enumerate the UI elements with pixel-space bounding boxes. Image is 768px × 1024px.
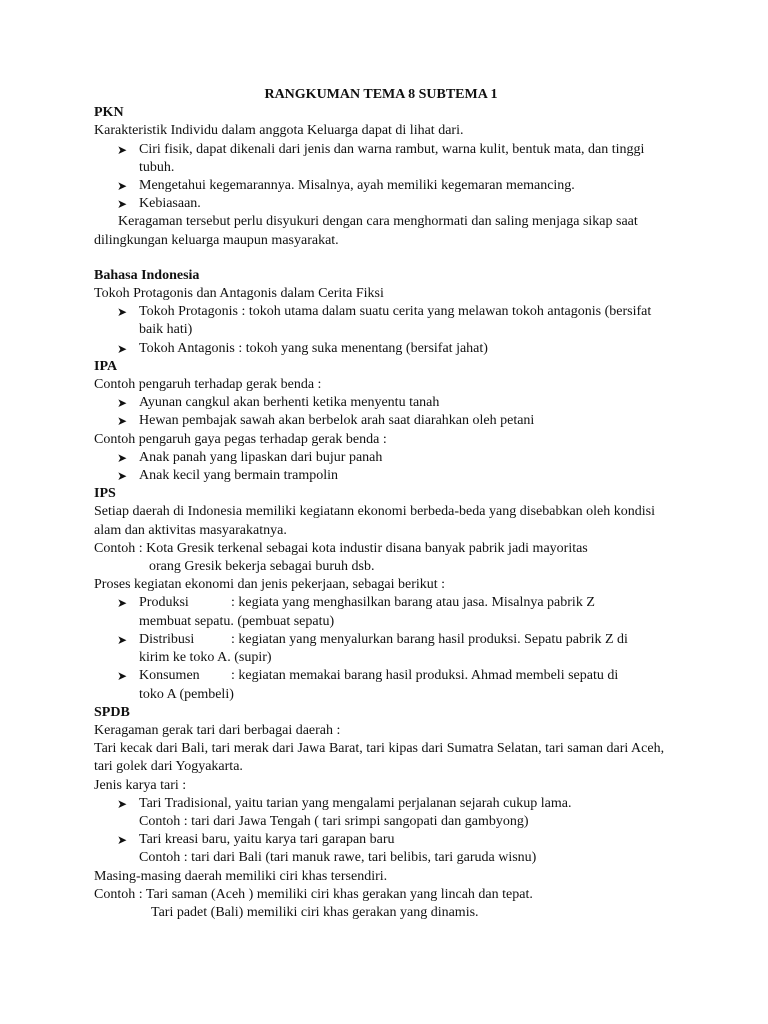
arrowhead-bullet-icon: ➤ [117,179,128,194]
section-gap [94,250,668,267]
activity-term: Konsumen [139,668,200,684]
activity-description: : kegiatan yang menyalurkan barang hasil produksi. Sepatu pabrik Z di [231,631,628,647]
list-item [94,141,668,177]
list-item-text: Anak kecil yang bermain trampolin [139,468,339,484]
ips-example-line-2: orang Gresik bekerja sebagai buruh dsb. [149,559,375,575]
arrowhead-bullet-icon: ➤ [117,414,128,429]
list-item [94,831,668,867]
list-item-text: Kebiasaan. [139,196,201,212]
list-item-text: Tari kreasi baru, yaitu karya tari garapan baru [139,832,395,848]
ipa-heading: IPA [94,358,118,374]
activity-description-cont: membuat sepatu. (pembuat sepatu) [139,613,335,629]
bahasa-intro: Tokoh Protagonis dan Antagonis dalam Cerita Fiksi [94,286,384,302]
list-item [94,412,668,430]
arrowhead-bullet-icon: ➤ [117,450,128,465]
bahasa-heading: Bahasa Indonesia [94,267,200,283]
ipa-intro-2: Contoh pengaruh gaya pegas terhadap gerak benda : [94,431,387,447]
document-title: RANGKUMAN TEMA 8 SUBTEMA 1 [264,87,498,102]
list-item [94,177,668,195]
list-item-text: Ciri fisik, dapat dikenali dari jenis dan warna rambut, warna kulit, bentuk mata, dan tinggi tubuh. [139,141,645,175]
list-item-text: Mengetahui kegemarannya. Misalnya, ayah memiliki kegemaran memancing. [139,178,575,194]
list-item [94,795,668,831]
activity-description-cont: toko A (pembeli) [139,686,234,702]
arrowhead-bullet-icon: ➤ [117,596,128,611]
spdb-example-line-1: Contoh : Tari saman (Aceh ) memiliki ciri khas gerakan yang lincah dan tepat. [94,886,533,902]
ips-intro: Proses kegiatan ekonomi dan jenis pekerjaan, sebagai berikut : [94,577,446,593]
list-item-subtext: Contoh : tari dari Bali (tari manuk rawe, tari belibis, tari garuda wisnu) [139,850,537,866]
ips-paragraph: Setiap daerah di Indonesia memiliki kegiatann ekonomi berbeda-beda yang disebabkan oleh kondisi alam dan aktivitas masyarakatnya. [94,504,655,538]
list-item [94,667,668,703]
pkn-closing: Keragaman tersebut perlu disyukuri dengan cara menghormati dan saling menjaga sikap saat dilingkungan keluarga maupun masyarakat. [94,214,638,248]
activity-term: Produksi [139,595,189,611]
spdb-masing: Masing-masing daerah memiliki ciri khas tersendiri. [94,868,388,884]
list-item-text: Tokoh Protagonis : tokoh utama dalam suatu cerita yang melawan tokoh antagonis (bersifat baik hati) [139,304,652,338]
activity-description: : kegiatan memakai barang hasil produksi. Ahmad membeli sepatu di [231,668,619,684]
list-item [94,467,668,485]
list-item-subtext: Contoh : tari dari Jawa Tengah ( tari srimpi sangopati dan gambyong) [139,813,529,829]
list-item [94,449,668,467]
arrowhead-bullet-icon: ➤ [117,197,128,212]
list-item [94,195,668,213]
ips-example-line-1: Contoh : Kota Gresik terkenal sebagai kota industir disana banyak pabrik jadi mayoritas [94,540,588,556]
ipa-intro-1: Contoh pengaruh terhadap gerak benda : [94,377,322,393]
arrowhead-bullet-icon: ➤ [117,396,128,411]
arrowhead-bullet-icon: ➤ [117,669,128,684]
arrowhead-bullet-icon: ➤ [117,632,128,647]
ips-heading: IPS [94,486,116,502]
list-item-text: Hewan pembajak sawah akan berbelok arah saat diarahkan oleh petani [139,413,535,429]
ips-activity-list [94,594,668,703]
arrowhead-bullet-icon: ➤ [117,796,128,811]
spdb-intro: Keragaman gerak tari dari berbagai daerah : [94,722,341,738]
arrowhead-bullet-icon: ➤ [117,469,128,484]
arrowhead-bullet-icon: ➤ [117,833,128,848]
list-item [94,394,668,412]
bahasa-bullet-list [94,303,668,358]
list-item [94,340,668,358]
spdb-example-line-2: Tari padet (Bali) memiliki ciri khas gerakan yang dinamis. [151,904,479,920]
activity-term: Distribusi [139,631,195,647]
ipa-bullet-list-1 [94,394,668,430]
activity-description: : kegiata yang menghasilkan barang atau jasa. Misalnya pabrik Z [231,595,595,611]
spdb-bullet-list [94,795,668,868]
list-item-text: Tari Tradisional, yaitu tarian yang mengalami perjalanan sejarah cukup lama. [139,795,572,811]
pkn-bullet-list [94,141,668,214]
spdb-heading: SPDB [94,704,130,720]
list-item-text: Anak panah yang lipaskan dari bujur panah [139,449,383,465]
list-item [94,631,668,667]
activity-description-cont: kirim ke toko A. (supir) [139,650,272,666]
list-item-text: Ayunan cangkul akan berhenti ketika menyentu tanah [139,395,440,411]
arrowhead-bullet-icon: ➤ [117,341,128,356]
spdb-paragraph: Tari kecak dari Bali, tari merak dari Jawa Barat, tari kipas dari Sumatra Selatan, tari saman dari Aceh, tari golek dari Yogyakarta. [94,741,665,775]
list-item-text: Tokoh Antagonis : tokoh yang suka menentang (bersifat jahat) [139,340,488,356]
pkn-intro: Karakteristik Individu dalam anggota Keluarga dapat di lihat dari. [94,123,464,139]
list-item [94,594,668,630]
pkn-heading: PKN [94,105,124,121]
ipa-bullet-list-2 [94,449,668,485]
arrowhead-bullet-icon: ➤ [117,142,128,157]
spdb-jenis: Jenis karya tari : [94,777,187,793]
arrowhead-bullet-icon: ➤ [117,305,128,320]
list-item [94,303,668,339]
